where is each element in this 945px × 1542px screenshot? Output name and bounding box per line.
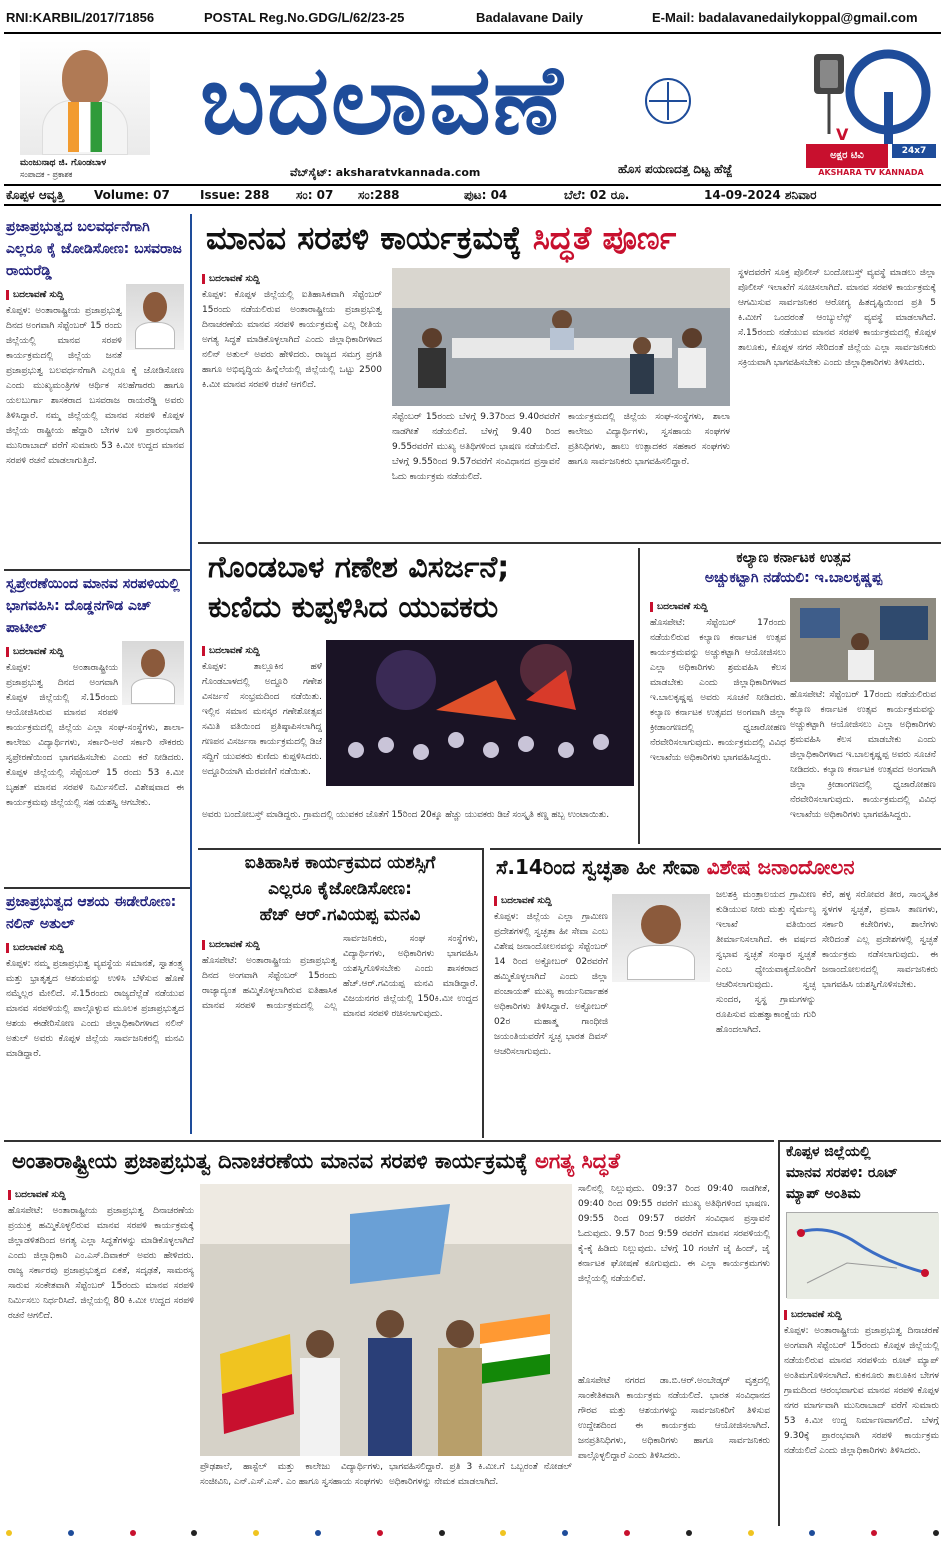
byline: ಬದಲಾವಣೆ ಸುದ್ದಿ (8, 1190, 66, 1200)
bottom-body-3: ಹೊಸಪೇಟೆ ನಗರದ ಡಾ.ಬಿ.ಆರ್.ಅಂಬೇಡ್ಕರ್ ವೃತ್ತದಲ್ಲಿ ಸಾಂಕೇತಿಕವಾಗಿ ಕಾರ್ಯಕ್ರಮ ನಡೆಯಲಿದೆ. ಭಾರತ ಸಂವಿಧಾನದ ಗೌರವ ಮತ್ತು ಆಶಯಗಳನ್ನು ಸಾರ್ವಜನಿಕರಿಗೆ ತಿಳಿಸುವ ಉದ್ದೇಶದಿಂದ ಈ ಕಾರ್ಯಕ್ರಮ ಆಯೋಜಿಸಲಾಗಿದೆ. ಜನಪ್ರತಿನಿಧಿಗಳು, ಅಧಿಕಾರಿಗಳು ಹಾಗೂ ಸಾರ್ವಜನಿಕರು ಪಾಲ್ಗೊಳ್ಳಲಿದ್ದಾರೆ ಎಂದು ತಿಳಿಸಿದರು. (578, 1376, 770, 1461)
gaviyappa-headline-2: ಎಲ್ಲರೂ ಕೈಜೋಡಿಸೋಣ: (268, 879, 412, 899)
map-headline-1: ಕೊಪ್ಪಳ ಜಿಲ್ಲೆಯಲ್ಲಿ (786, 1144, 871, 1160)
ganesha-headline-2: ಕುಣಿದು ಕುಪ್ಪಳಿಸಿದ ಯುವಕರು (208, 590, 499, 625)
samkhye-label: ಸಂ:288 (358, 188, 400, 202)
story-headline: ಸ್ವಪ್ರೇರಣೆಯಿಂದ ಮಾನವ ಸರಪಳಿಯಲ್ಲಿ ಭಾಗವಹಿಸಿ: ದೊಡ್ಡನಗೌಡ ಎಚ್ ಪಾಟೀಲ್ (6, 576, 180, 636)
gaviyappa-headline-1: ಐತಿಹಾಸಿಕ ಕಾರ್ಯಕ್ರಮದ ಯಶಸ್ಸಿಗೆ (244, 853, 436, 873)
lead-body-1: ಕೊಪ್ಪಳ: ಕೊಪ್ಪಳ ಜಿಲ್ಲೆಯಲ್ಲಿ ಐತಿಹಾಸಿಕವಾಗಿ ಸೆಪ್ಟೆಂಬರ್ 15ರಂದು ನಡೆಯಲಿರುವ ಅಂತಾರಾಷ್ಟ್ರೀಯ ಪ್ರಜಾಪ್ರಭುತ್ವ ದಿನಾಚರಣೆಯ ಮಾನವ ಸರಪಳಿ ಕಾರ್ಯಕ್ರಮಕ್ಕೆ ಎಲ್ಲ ರೀತಿಯ ಅಗತ್ಯ ಸಿದ್ಧತೆ ಮಾಡಿಕೊಳ್ಳಲಾಗಿದೆ ಎಂದು ಜಿಲ್ಲಾಧಿಕಾರಿಗಳಾದ ನಲಿನ್ ಅತುಲ್ ಅವರು ಹೇಳಿದರು. ರಾಜ್ಯದ ಸಮಗ್ರ ಪ್ರಗತಿ ಹಾಗೂ ಅಭಿವೃದ್ಧಿಯ ಹಿನ್ನೆಲೆಯಲ್ಲಿ ಜಿಲ್ಲೆಯಲ್ಲಿ ಒಟ್ಟು 2500 ಕಿ.ಮೀ ಮಾನವ ಸರಪಳಿ ರಚನೆ ಆಗಲಿದೆ. (202, 290, 382, 390)
swachhata-headline-a: ಸೆ.14ರಿಂದ ಸ್ವಚ್ಛತಾ ಹೀ ಸೇವಾ (496, 855, 700, 879)
flag-photo (200, 1184, 572, 1456)
map-story (778, 1140, 941, 1526)
swachhata-body-2: ಜಲಶಕ್ತಿ ಮಂತ್ರಾಲಯದ ಗ್ರಾಮೀಣ ಕುಡಿಯುವ ನೀರು ಮತ್ತು ನೈರ್ಮಲ್ಯ ಇಲಾಖೆ ವತಿಯಿಂದ ತೀರ್ಮಾನಿಸಲಾಗಿದೆ. ಈ ವರ್ಷದ ಸ್ವಭಾವ ಸ್ವಚ್ಛತೆ ಸಂಸ್ಕಾರ ಸ್ವಚ್ಛತೆ ಎಂಬ ಧ್ಯೇಯವಾಕ್ಯದೊಂದಿಗೆ ಆಚರಿಸಲಾಗುವುದು. ಸ್ವಚ್ಛ ಸುಂದರ, ಸ್ವಸ್ಥ ಗ್ರಾಮಗಳನ್ನು ರೂಪಿಸುವ ಮಹತ್ವಾಕಾಂಕ್ಷೆಯ ಗುರಿ ಹೊಂದಲಾಗಿದೆ. (716, 890, 816, 1035)
ganesha-caption: ಅವರು ಬಂದೋಬಸ್ತ್ ಮಾಡಿದ್ದರು. ಗ್ರಾಮದಲ್ಲಿ ಯುವಕರ ಜೊತೆಗೆ 15ರಿಂದ 20ಕ್ಕೂ ಹೆಚ್ಚು ಯುವಕರು ಡಿಜೆ ಸಂಸ್ಕೃತಿ ಕಣ್ಣ ಹಬ್ಬ ಉಂಟಾಯಿತು. (202, 810, 610, 820)
byline: ಬದಲಾವಣೆ ಸುದ್ದಿ (784, 1310, 842, 1320)
lead-body-2: ಸೆಪ್ಟೆಂಬರ್ 15ರಂದು ಬೆಳಗ್ಗೆ 9.37ರಿಂದ 9.40ರವರೆಗೆ ನಾಡಗೀತೆ ನಡೆಯಲಿದೆ. ಬೆಳಗ್ಗೆ 9.40 ರಿಂದ 9.55ರವರೆಗೆ ಮುಖ್ಯ ಅತಿಥಿಗಳಿಂದ ಭಾಷಣ ನಡೆಯಲಿದೆ. ಬೆಳಗ್ಗೆ 9.55ರಿಂದ 9.57ರವರೆಗೆ ಸಂವಿಧಾನದ ಪ್ರಸ್ತಾವನೆ ಓದು ಕಾರ್ಯಕ್ರಮ ನಡೆಯಲಿದೆ. (392, 412, 560, 482)
lead-body-3: ಕಾರ್ಯಕ್ರಮದಲ್ಲಿ ಜಿಲ್ಲೆಯ ಸಂಘ-ಸಂಸ್ಥೆಗಳು, ಶಾಲಾ ಕಾಲೇಜು ವಿದ್ಯಾರ್ಥಿಗಳು, ಸ್ವಸಹಾಯ ಸಂಘಗಳ ಪ್ರತಿನಿಧಿಗಳು, ಹಾಲು ಉತ್ಪಾದಕರ ಸಹಕಾರ ಸಂಘಗಳು ಹಾಗೂ ಸಾರ್ವಜನಿಕರು ಭಾಗವಹಿಸಲಿದ್ದಾರೆ. (568, 412, 730, 467)
issue-bar (4, 184, 941, 206)
editor-credit (20, 158, 170, 180)
price-label: ಬೆಲೆ: 02 ರೂ. (564, 188, 630, 202)
story-rayareddy (4, 214, 190, 569)
ganesha-headline-1: ಗೊಂಡಬಾಳ ಗಣೇಶ ವಿಸರ್ಜನೆ; (208, 550, 510, 585)
bottom-headline (12, 1142, 774, 1180)
gaviyappa-headline-3: ಹೆಚ್ ಆರ್.ಗವಿಯಪ್ಪ ಮನವಿ (259, 905, 421, 925)
edition-label: ಕೊಪ್ಪಳ ಆವೃತ್ತಿ (6, 188, 65, 202)
byline: ಬದಲಾವಣೆ ಸುದ್ದಿ (6, 943, 64, 953)
bottom-caption: ಪ್ರೌಢಶಾಲೆ, ಹಾಸ್ಟೆಲ್ ಮತ್ತು ಕಾಲೇಜು ವಿದ್ಯಾರ್ಥಿಗಳು, ಸಂಜೀವಿನಿ, ಎನ್.ಎಸ್.ಎಸ್. ಎಂ ಹಾಗೂ ಸ್ವಸಹಾಯ ಸಂಘಗಳು ಭಾಗವಹಿಸಲಿದ್ದಾರೆ. ಪ್ರತಿ 3 ಕಿ.ಮೀ.ಗೆ ಒಬ್ಬರಂತೆ ನೋಡಲ್ ಅಧಿಕಾರಿಗಳನ್ನು ನೇಮಕ ಮಾಡಲಾಗಿದೆ. (200, 1462, 572, 1487)
website[interactable]: ವೆಬ್‌ಸೈಟ್: aksharatvkannada.com (290, 166, 481, 179)
route-map-image (786, 1212, 938, 1298)
kalyana-kicker: ಕಲ್ಯಾಣ ಕರ್ನಾಟಕ ಉತ್ಸವ (736, 550, 851, 566)
story-body: ಕೊಪ್ಪಳ: ಅಂತಾರಾಷ್ಟ್ರೀಯ ಪ್ರಜಾಪ್ರಭುತ್ವ ದಿನದ ಅಂಗವಾಗಿ ಕೊಪ್ಪಳ ಜಿಲ್ಲೆಯಲ್ಲಿ ಸೆ.15ರಂದು ಆಯೋಜಿಸಿರುವ ಮಾನವ ಸರಪಳಿ ಕಾರ್ಯಕ್ರಮದಲ್ಲಿ ಜಿಲ್ಲೆಯ ಎಲ್ಲಾ ಸಂಘ-ಸಂಸ್ಥೆಗಳು, ಶಾಲಾ-ಕಾಲೇಜು ವಿದ್ಯಾರ್ಥಿಗಳು, ಸರ್ಕಾರಿ-ಅರೆ ಸರ್ಕಾರಿ ನೌಕರರು ಸ್ವಪ್ರೇರಣೆಯಿಂದ ಭಾಗವಹಿಸಬೇಕು ಎಂದು ಕರೆ ನೀಡಿದರು. ಕೊಪ್ಪಳ ಜಿಲ್ಲೆಯಲ್ಲಿ ಸೆಪ್ಟೆಂಬರ್ 15 ರಂದು 53 ಕಿ.ಮೀ ಬೃಹತ್ ಮಾನವ ಸರಪಳಿ ನಿರ್ಮಿಸಲಿದೆ. ವಿಶೇಷವಾದ ಈ ಕಾರ್ಯಕ್ರಮವು ಜಿಲ್ಲೆಯಲ್ಲಿ ಸಹ ಯಶಸ್ವಿ ಆಗಬೇಕು. (6, 663, 184, 808)
tv-mic-icon (806, 40, 936, 148)
byline: ಬದಲಾವಣೆ ಸುದ್ದಿ (202, 274, 260, 284)
sam-label: ಸಂ: 07 (296, 188, 334, 202)
byline: ಬದಲಾವಣೆ ಸುದ್ದಿ (6, 647, 64, 657)
tv-caption: AKSHARA TV KANNADA (818, 168, 924, 177)
lead-headline-a: ಮಾನವ ಸರಪಳಿ ಕಾರ್ಯಕ್ರಮಕ್ಕೆ (206, 219, 522, 257)
kalyana-body-cont: ಹೊಸಪೇಟೆ: ಸೆಪ್ಟೆಂಬರ್ 17ರಂದು ನಡೆಯಲಿರುವ ಕಲ್ಯಾಣ ಕರ್ನಾಟಕ ಉತ್ಸವ ಕಾರ್ಯಕ್ರಮವನ್ನು ಅಚ್ಚುಕಟ್ಟಾಗಿ ಆಯೋಜಿಸಲು ಎಲ್ಲಾ ಅಧಿಕಾರಿಗಳು ಶ್ರಮವಹಿಸಿ ಕೆಲಸ ಮಾಡಬೇಕು ಎಂದು ಜಿಲ್ಲಾಧಿಕಾರಿಗಳಾದ ಇ.ಬಾಲಕೃಷ್ಣಪ್ಪ ಅವರು ಸೂಚನೆ ನೀಡಿದರು. ಕಲ್ಯಾಣ ಕರ್ನಾಟಕ ಉತ್ಸವದ ಅಂಗವಾಗಿ ಜಿಲ್ಲಾ ಕ್ರೀಡಾಂಗಣದಲ್ಲಿ ಧ್ವಜಾರೋಹಣ ನೆರವೇರಿಸಲಾಗುವುದು. ಕಾರ್ಯಕ್ರಮದಲ್ಲಿ ವಿವಿಧ ಇಲಾಖೆಯ ಅಧಿಕಾರಿಗಳು ಭಾಗವಹಿಸಿದ್ದರು. (790, 690, 936, 820)
footer-color-strip (4, 1530, 941, 1538)
top-info-bar (4, 6, 941, 34)
email-address: E-Mail: badalavanedailykoppal@gmail.com (652, 10, 918, 25)
patil-photo (122, 641, 184, 705)
svg-text:V: V (836, 125, 849, 144)
byline: ಬದಲಾವಣೆ ಸುದ್ದಿ (494, 896, 552, 906)
swachhata-headline-b: ವಿಶೇಷ ಜನಾಂದೋಲನ (706, 855, 855, 879)
story-nalin (4, 889, 190, 1129)
kalyana-headline: ಅಚ್ಚುಕಟ್ಟಾಗಿ ನಡೆಯಲಿ: ಇ.ಬಾಲಕೃಷ್ಣಪ್ಪ (704, 570, 883, 586)
pages-label: ಪುಟ: 04 (464, 188, 508, 202)
paper-title: ಬದಲಾವಣೆ (200, 44, 565, 156)
akshara-tv-logo (806, 40, 936, 180)
story-headline: ಪ್ರಜಾಪ್ರಭುತ್ವದ ಬಲವರ್ಧನೆಗಾಗಿ ಎಲ್ಲರೂ ಕೈ ಜೋಡಿಸೋಣ: ಬಸವರಾಜ ರಾಯರೆಡ್ಡಿ (6, 219, 182, 279)
lead-headline (206, 214, 941, 262)
editor-photo (20, 40, 150, 155)
date-label: 14-09-2024 ಶನಿವಾರ (704, 188, 817, 202)
issue-label: Issue: 288 (200, 188, 270, 202)
bottom-headline-b: ಅಗತ್ಯ ಸಿದ್ಧತೆ (534, 1149, 620, 1173)
postal-reg: POSTAL Reg.No.GDG/L/62/23-25 (204, 10, 405, 25)
tv-247: 24x7 (892, 144, 936, 158)
map-headline-2: ಮಾನವ ಸರಪಳಿ: ರೂಟ್ (786, 1165, 898, 1181)
swachhata-body-1: ಕೊಪ್ಪಳ: ಜಿಲ್ಲೆಯ ಎಲ್ಲಾ ಗ್ರಾಮೀಣ ಪ್ರದೇಶಗಳಲ್ಲಿ ಸ್ವಚ್ಛತಾ ಹೀ ಸೇವಾ ಎಂಬ ವಿಶೇಷ ಜನಾಂದೋಲನವನ್ನು ಸೆಪ್ಟೆಂಬರ್ 14 ರಿಂದ ಅಕ್ಟೋಬರ್ 02ರವರೆಗೆ ಹಮ್ಮಿಕೊಳ್ಳಲಾಗಿದೆ ಎಂದು ಜಿಲ್ಲಾ ಪಂಚಾಯತ್ ಮುಖ್ಯ ಕಾರ್ಯನಿರ್ವಾಹಕ ಅಧಿಕಾರಿಗಳು ತಿಳಿಸಿದ್ದಾರೆ. ಅಕ್ಟೋಬರ್ 02ರ ಮಹಾತ್ಮ ಗಾಂಧೀಜಿ ಜಯಂತಿಯವರೆಗೆ ಸ್ವಚ್ಛ ಭಾರತ ದಿವಸ್ ಆಚರಿಸಲಾಗುವುದು. (494, 912, 608, 1057)
kalyana-body: ಹೊಸಪೇಟೆ: ಸೆಪ್ಟೆಂಬರ್ 17ರಂದು ನಡೆಯಲಿರುವ ಕಲ್ಯಾಣ ಕರ್ನಾಟಕ ಉತ್ಸವ ಕಾರ್ಯಕ್ರಮವನ್ನು ಅಚ್ಚುಕಟ್ಟಾಗಿ ಆಯೋಜಿಸಲು ಎಲ್ಲಾ ಅಧಿಕಾರಿಗಳು ಶ್ರಮವಹಿಸಿ ಕೆಲಸ ಮಾಡಬೇಕು ಎಂದು ಜಿಲ್ಲಾಧಿಕಾರಿಗಳಾದ ಇ.ಬಾಲಕೃಷ್ಣಪ್ಪ ಅವರು ಸೂಚನೆ ನೀಡಿದರು. ಕಲ್ಯಾಣ ಕರ್ನಾಟಕ ಉತ್ಸವದ ಅಂಗವಾಗಿ ಜಿಲ್ಲಾ ಕ್ರೀಡಾಂಗಣದಲ್ಲಿ ಧ್ವಜಾರೋಹಣ ನೆರವೇರಿಸಲಾಗುವುದು. ಕಾರ್ಯಕ್ರಮದಲ್ಲಿ ವಿವಿಧ ಇಲಾಖೆಯ ಅಧಿಕಾರಿಗಳು ಭಾಗವಹಿಸಿದ್ದರು. (650, 618, 786, 763)
story-patil (4, 571, 190, 887)
map-headline-3: ಮ್ಯಾಪ್ ಅಂತಿಮ (786, 1186, 861, 1202)
official-photo (612, 894, 710, 982)
compass-icon (645, 78, 691, 124)
byline: ಬದಲಾವಣೆ ಸುದ್ದಿ (650, 602, 708, 612)
ganesha-body: ಕೊಪ್ಪಳ: ತಾಲ್ಲೂಕಿನ ಹಳೆ ಗೊಂಡಬಾಳದಲ್ಲಿ ಅದ್ದೂರಿ ಗಣೇಶ ವಿಸರ್ಜನೆ ಸಂಭ್ರಮದಿಂದ ನಡೆಯಿತು. ಇಲ್ಲಿನ ಸಮಾನ ಮನಸ್ಕರ ಗಣೇಶೋತ್ಸವ ಸಮಿತಿ ವತಿಯಿಂದ ಪ್ರತಿಷ್ಠಾಪಿಸಲಾಗಿದ್ದ ಗಣಪನ ವಿಸರ್ಜನಾ ಕಾರ್ಯಕ್ರಮದಲ್ಲಿ ಡಿಜೆ ಸದ್ದಿಗೆ ಯುವಕರು ಕುಣಿದು ಕುಪ್ಪಳಿಸಿದರು. ಅದ್ದೂರಿಯಾಗಿ ಮೆರವಣಿಗೆ ನಡೆಯಿತು. (202, 662, 322, 777)
bottom-body-1: ಹೊಸಪೇಟೆ: ಅಂತಾರಾಷ್ಟ್ರೀಯ ಪ್ರಜಾಪ್ರಭುತ್ವ ದಿನಾಚರಣೆಯ ಪ್ರಯುಕ್ತ ಹಮ್ಮಿಕೊಳ್ಳಲಿರುವ ಮಾನವ ಸರಪಳಿ ಕಾರ್ಯಕ್ರಮಕ್ಕೆ ಜಿಲ್ಲಾಡಳಿತದಿಂದ ಅಗತ್ಯ ಎಲ್ಲಾ ಸಿದ್ಧತೆಗಳನ್ನು ಮಾಡಿಕೊಳ್ಳಲಾಗಿದೆ ಎಂದು ಜಿಲ್ಲಾಧಿಕಾರಿ ಎಂ.ಎಸ್.ದಿವಾಕರ್ ಅವರು ಹೇಳಿದರು. ರಾಜ್ಯ ಸರ್ಕಾರವು ಪ್ರಜಾಪ್ರಭುತ್ವದ ಏಕತೆ, ಸದೃಢತೆ, ಸಾಮರಸ್ಯ ಸಾರುವ ಸಂಕೇತವಾಗಿ ಸೆಪ್ಟೆಂಬರ್ 15ರಂದು ಮಾನವ ಸರಪಳಿ ನಿರ್ಮಿಸಲು ನಿರ್ಧರಿಸಿದೆ. ಜಿಲ್ಲೆಯಲ್ಲಿ 80 ಕಿ.ಮೀ ಉದ್ದದ ಸರಪಳಿ ರಚನೆ ಆಗಲಿದೆ. (8, 1206, 194, 1321)
tv-name: ಅಕ್ಷರ ಟಿವಿ (806, 144, 888, 168)
editor-name: ಮಂಜುನಾಥ ಜಿ. ಗೊಂಡಬಾಳ (20, 158, 107, 168)
volume-label: Volume: 07 (94, 188, 170, 202)
swachhata-headline (496, 850, 941, 884)
lead-headline-b: ಸಿದ್ಧತೆ ಪೂರ್ಣ (532, 219, 677, 257)
ganesha-story (198, 548, 640, 844)
editor-role: ಸಂಪಾದಕ - ಪ್ರಕಾಶಕ (20, 170, 73, 179)
rni-number: RNI:KARBIL/2017/71856 (6, 10, 155, 25)
swachhata-body-3: ಕೆರೆ, ಹಳ್ಳ ಸರೋವರ ತೀರ, ಸಾಂಸ್ಕೃತಿಕ ಸ್ಥಳಗಳ ಸ್ವಚ್ಛತೆ, ಪ್ರವಾಸಿ ತಾಣಗಳು, ಸರ್ಕಾರಿ ಕಚೇರಿಗಳು, ಶಾಲೆಗಳು ಸೇರಿದಂತೆ ಎಲ್ಲ ಪ್ರದೇಶಗಳಲ್ಲಿ ಸ್ವಚ್ಛತೆ ಕಾರ್ಯಕ್ರಮ ನಡೆಸಲಾಗುವುದು. ಈ ಜನಾಂದೋಲನದಲ್ಲಿ ಸಾರ್ವಜನಿಕರು ಭಾಗವಹಿಸಿ ಯಶಸ್ವಿಗೊಳಿಸಬೇಕು. (822, 890, 938, 990)
meeting-photo (392, 268, 730, 406)
ganesha-photo (326, 640, 634, 786)
bottom-headline-a: ಅಂತಾರಾಷ್ಟ್ರೀಯ ಪ್ರಜಾಪ್ರಭುತ್ವ ದಿನಾಚರಣೆಯ ಮಾನವ ಸರಪಳಿ ಕಾರ್ಯಕ್ರಮಕ್ಕೆ (12, 1149, 528, 1173)
byline: ಬದಲಾವಣೆ ಸುದ್ದಿ (202, 940, 260, 950)
lead-story (198, 214, 941, 544)
tagline: ಹೊಸ ಪಯಣದತ್ತ ದಿಟ್ಟ ಹೆಜ್ಜೆ (618, 162, 733, 176)
byline: ಬದಲಾವಣೆ ಸುದ್ದಿ (6, 290, 64, 300)
kalyana-photo (790, 598, 936, 682)
masthead (200, 40, 790, 180)
byline: ಬದಲಾವಣೆ ಸುದ್ದಿ (202, 646, 260, 656)
story-body: ಕೊಪ್ಪಳ: ಅಂತಾರಾಷ್ಟ್ರೀಯ ಪ್ರಜಾಪ್ರಭುತ್ವ ದಿನದ ಅಂಗವಾಗಿ ಸೆಪ್ಟೆಂಬರ್ 15 ರಂದು ಜಿಲ್ಲೆಯಲ್ಲಿ ಮಾನವ ಸರಪಳಿ ಕಾರ್ಯಕ್ರಮದಲ್ಲಿ ಜಿಲ್ಲೆಯ ಜನತೆ ಪ್ರಜಾಪ್ರಭುತ್ವ ಬಲವರ್ಧನೆಗಾಗಿ ಎಲ್ಲರೂ ಕೈ ಜೋಡಿಸೋಣ ಎಂದು ಮುಖ್ಯಮಂತ್ರಿಗಳ ಆರ್ಥಿಕ ಸಲಹೆಗಾರರು ಹಾಗೂ ಯಲಬುರ್ಗಾ ಶಾಸಕರಾದ ಬಸವರಾಜ ರಾಯರೆಡ್ಡಿ ಅವರು ತಿಳಿಸಿದ್ದಾರೆ. ನಮ್ಮ ಜಿಲ್ಲೆಯಲ್ಲಿ ಮಾನವ ಸರಪಳಿ ಕೊಪ್ಪಳ ಜಿಲ್ಲೆಯ ರಾಷ್ಟ್ರೀಯ ಹೆದ್ದಾರಿ ಬೇಗಳ ಬಳಿ ಪ್ರಾರಂಭವಾಗಿ ಮುನಿರಾಬಾದ್ ವರೆಗೆ ಸುಮಾರು 53 ಕಿ.ಮೀ ಉದ್ದದ ಮಾನವ ಸರಪಳಿ ರಚನೆ ಮಾಡಲಾಗುತ್ತಿದೆ. (6, 306, 184, 466)
gaviyappa-body: ಹೊಸಪೇಟೆ: ಅಂತಾರಾಷ್ಟ್ರೀಯ ಪ್ರಜಾಪ್ರಭುತ್ವ ದಿನದ ಅಂಗವಾಗಿ ಸೆಪ್ಟೆಂಬರ್ 15ರಂದು ರಾಜ್ಯಾದ್ಯಂತ ಹಮ್ಮಿಕೊಳ್ಳಲಾಗಿರುವ ಐತಿಹಾಸಿಕ ಮಾನವ ಸರಪಳಿ ಕಾರ್ಯಕ್ರಮದಲ್ಲಿ ಎಲ್ಲ ಸಾರ್ವಜನಿಕರು, ಸಂಘ ಸಂಸ್ಥೆಗಳು, ವಿದ್ಯಾರ್ಥಿಗಳು, ಅಧಿಕಾರಿಗಳು ಭಾಗವಹಿಸಿ ಯಶಸ್ವಿಗೊಳಿಸಬೇಕು ಎಂದು ಶಾಸಕರಾದ ಹೆಚ್.ಆರ್.ಗವಿಯಪ್ಪ ಮನವಿ ಮಾಡಿದ್ದಾರೆ. ವಿಜಯನಗರ ಜಿಲ್ಲೆಯಲ್ಲಿ 150ಕಿ.ಮೀ ಉದ್ದದ ಮಾನವ ಸರಪಳಿ ರಚಿಸಲಾಗುವುದು. (202, 934, 478, 1019)
bottom-story (4, 1140, 774, 1526)
story-body: ಕೊಪ್ಪಳ: ನಮ್ಮ ಪ್ರಜಾಪ್ರಭುತ್ವ ವ್ಯವಸ್ಥೆಯ ಸಮಾನತೆ, ಸ್ವಾತಂತ್ರ್ಯ ಮತ್ತು ಭ್ರಾತೃತ್ವದ ಆಶಯವನ್ನು ಉಳಿಸಿ ಬೆಳೆಸುವ ಹೊಣೆ ನಮ್ಮೆಲ್ಲರ ಮೇಲಿದೆ. ಸೆ.15ರಂದು ರಾಜ್ಯದೆಲ್ಲೆಡೆ ನಡೆಯುವ ಮಾನವ ಸರಪಳಿಯಲ್ಲಿ ಪಾಲ್ಗೊಳ್ಳುವ ಮೂಲಕ ಪ್ರಜಾಪ್ರಭುತ್ವದ ಆಶಯ ಈಡೇರಿಸೋಣ ಎಂದು ಜಿಲ್ಲಾಧಿಕಾರಿಗಳಾದ ನಲಿನ್ ಅತುಲ್ ಅವರು ಕೊಪ್ಪಳ ಜಿಲ್ಲೆಯ ಸಾರ್ವಜನಿಕರಲ್ಲಿ ಮನವಿ ಮಾಡಿದ್ದಾರೆ. (6, 959, 184, 1059)
kalyana-story (646, 548, 941, 844)
left-column (4, 214, 192, 1134)
paper-name-english: Badalavane Daily (476, 10, 583, 25)
rayareddy-photo (126, 284, 184, 350)
gaviyappa-story (198, 848, 484, 1138)
lead-body-4: ಸ್ಥಳದವರೆಗೆ ಸೂಕ್ತ ಪೊಲೀಸ್ ಬಂದೋಬಸ್ತ್ ವ್ಯವಸ್ಥೆ ಮಾಡಲು ಜಿಲ್ಲಾ ಪೊಲೀಸ್ ಇಲಾಖೆಗೆ ಸೂಚಿಸಲಾಗಿದೆ. ಮಾನವ ಸರಪಳಿ ಕಾರ್ಯಕ್ರಮಕ್ಕೆ ಆಗಮಿಸುವ ಸಾರ್ವಜನಿಕರ ಆರೋಗ್ಯ ಹಿತದೃಷ್ಟಿಯಿಂದ ಪ್ರತಿ 5 ಕಿ.ಮೀಗೆ ಒಂದರಂತೆ ಆಂಬ್ಯುಲೆನ್ಸ್ ವ್ಯವಸ್ಥೆ ಮಾಡಲಾಗಿದೆ. ಸೆ.15ರಂದು ನಡೆಯುವ ಮಾನವ ಸರಪಳಿ ಕಾರ್ಯಕ್ರಮದಲ್ಲಿ ಕೊಪ್ಪಳ ತಾಲೂಕು, ಕೊಪ್ಪಳ ನಗರ ಸೇರಿದಂತೆ ಜಿಲ್ಲೆಯ ಎಲ್ಲಾ ಸಾರ್ವಜನಿಕರು ಸಕ್ರಿಯವಾಗಿ ಭಾಗವಹಿಸಬೇಕು ಎಂದು ಜಿಲ್ಲಾಧಿಕಾರಿಗಳು ತಿಳಿಸಿದರು. (738, 268, 936, 368)
story-headline: ಪ್ರಜಾಪ್ರಭುತ್ವದ ಆಶಯ ಈಡೇರೋಣ: ನಲಿನ್ ಅತುಲ್ (6, 894, 177, 932)
bottom-body-2: ಸಾಲಿನಲ್ಲಿ ನಿಲ್ಲುವುದು. 09:37 ರಿಂದ 09:40 ನಾಡಗೀತೆ, 09:40 ರಿಂದ 09:55 ರವರೆಗೆ ಮುಖ್ಯ ಅತಿಥಿಗಳಿಂದ ಭಾಷಣ. 09:55 ರಿಂದ 09:57 ರವರೆಗೆ ಸಂವಿಧಾನ ಪ್ರಸ್ತಾವನೆ ಓದುವುದು. 9.57 ರಿಂದ 9:59 ರವರೆಗೆ ಮಾನವ ಸರಪಳಿಯಲ್ಲಿ ಕೈ-ಕೈ ಹಿಡಿದು ನಿಲ್ಲುವುದು. ಬೆಳಗ್ಗೆ 10 ಗಂಟೆಗೆ ಜೈ ಹಿಂದ್, ಜೈ ಕರ್ನಾಟಕ ಘೋಷಣೆ ಕೂಗುವುದು. ಈ ಎಲ್ಲಾ ಕಾರ್ಯಕ್ರಮಗಳು ಜಿಲ್ಲೆಯಲ್ಲಿ ನಡೆಯಲಿವೆ. (578, 1184, 770, 1284)
map-body: ಕೊಪ್ಪಳ: ಅಂತಾರಾಷ್ಟ್ರೀಯ ಪ್ರಜಾಪ್ರಭುತ್ವ ದಿನಾಚರಣೆ ಅಂಗವಾಗಿ ಸೆಪ್ಟೆಂಬರ್ 15ರಂದು ಕೊಪ್ಪಳ ಜಿಲ್ಲೆಯಲ್ಲಿ ನಡೆಯಲಿರುವ ಮಾನವ ಸರಪಳಿಯ ರೂಟ್ ಮ್ಯಾಪ್ ಅಂತಿಮಗೊಳಿಸಲಾಗಿದೆ. ಕುಕನೂರು ತಾಲೂಕಿನ ಬೇಗಳ ಗ್ರಾಮದಿಂದ ಆರಂಭವಾಗುವ ಮಾನವ ಸರಪಳಿ ಕೊಪ್ಪಳ ನಗರ ಮಾರ್ಗವಾಗಿ ಮುನಿರಾಬಾದ್ ವರೆಗೆ ಸುಮಾರು 53 ಕಿ.ಮೀ ಉದ್ದ ನಿರ್ಮಾಣವಾಗಲಿದೆ. ಬೆಳಗ್ಗೆ 9.30ಕ್ಕೆ ಪ್ರಾರಂಭವಾಗಿ ಸರಪಳಿ ಕಾರ್ಯಕ್ರಮ ನಡೆಯಲಿದೆ ಎಂದು ಜಿಲ್ಲಾಧಿಕಾರಿಗಳು ತಿಳಿಸಿದರು. (784, 1326, 939, 1456)
swachhata-story (490, 848, 941, 1138)
